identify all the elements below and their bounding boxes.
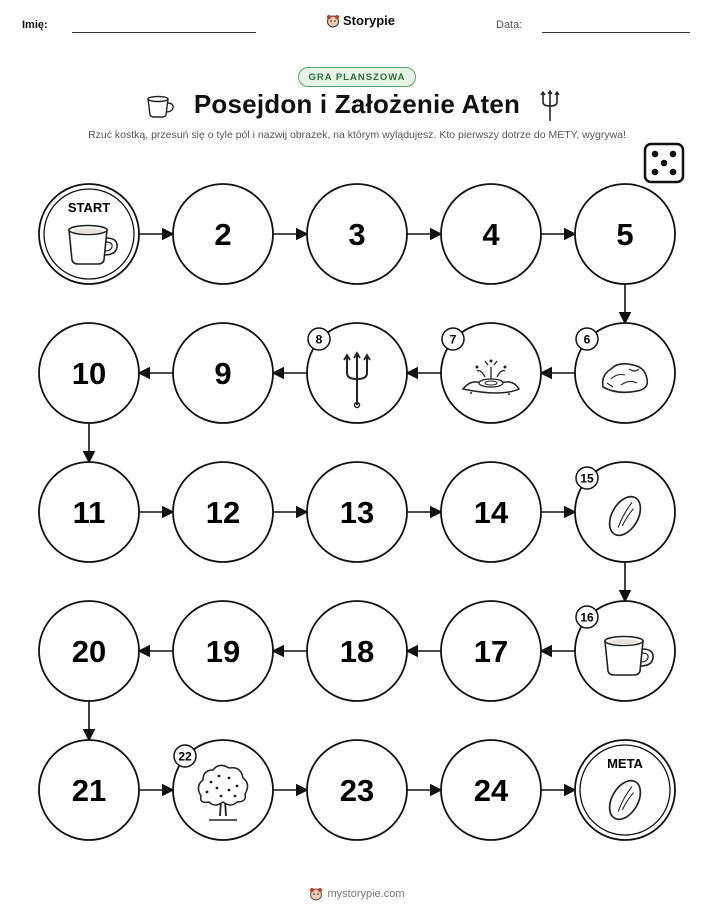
cell-number: 10 [71,356,107,391]
cell-number-badge: 6 [583,332,591,347]
footer-url: mystorypie.com [327,888,405,900]
brand-name: Storypie [343,13,396,28]
board-cell-4[interactable] [441,184,541,284]
footer [0,887,714,901]
cell-number: 9 [214,356,232,391]
board-cell-2[interactable] [173,184,273,284]
board-cell-8[interactable] [307,323,407,423]
board-cell-6[interactable] [575,323,675,423]
board-cell-21[interactable] [39,740,139,840]
cell-number-badge: 15 [580,471,594,486]
page-title: Posejdon i Założenie Aten [193,89,521,119]
cell-number: 21 [71,773,107,808]
board-cell-20[interactable] [39,601,139,701]
cell-number: 17 [473,634,509,669]
date-label: Data: [496,19,523,31]
board-cell-15[interactable] [575,462,675,562]
board-cell-7[interactable] [441,323,541,423]
board-cell-meta[interactable] [575,740,675,840]
board-cell-19[interactable] [173,601,273,701]
cell-number-badge: 22 [178,749,192,764]
cell-number: 5 [616,217,634,252]
board-cell-17[interactable] [441,601,541,701]
cell-number: 2 [214,217,232,252]
board-cell-13[interactable] [307,462,407,562]
cell-number: 14 [473,495,509,530]
board-cell-23[interactable] [307,740,407,840]
cell-number-badge: 7 [449,332,457,347]
board-cell-18[interactable] [307,601,407,701]
board-cell-14[interactable] [441,462,541,562]
cell-label: START [67,200,111,215]
cell-number-badge: 8 [315,332,323,347]
cell-number: 24 [473,773,509,808]
board-cell-9[interactable] [173,323,273,423]
instructions: Rzuć kostką, przesuń się o tyle pól i nazwij obrazek, na którym wylądujesz. Kto pierwszy dotrze do METY, wygrywa! [88,129,626,141]
cell-number: 23 [339,773,375,808]
board-cell-10[interactable] [39,323,139,423]
cell-number-badge: 16 [580,610,594,625]
board-cell-11[interactable] [39,462,139,562]
game-type-badge: GRA PLANSZOWA [298,67,416,87]
cell-label: META [607,756,643,771]
cell-number: 4 [482,217,500,252]
board-cell-12[interactable] [173,462,273,562]
board-cell-22[interactable] [173,740,273,840]
cell-number: 3 [348,217,366,252]
board-cell-5[interactable] [575,184,675,284]
mascot-icon [309,887,323,901]
board-cell-24[interactable] [441,740,541,840]
board-cell-3[interactable] [307,184,407,284]
cell-number: 20 [71,634,107,669]
board-cell-16[interactable] [575,601,675,701]
name-label: Imię: [22,19,48,31]
cell-number: 11 [72,495,106,530]
cell-number: 19 [205,634,241,669]
board-cell-start[interactable] [39,184,139,284]
cell-number: 13 [339,495,375,530]
cell-number: 12 [205,495,241,530]
cell-number: 18 [339,634,375,669]
